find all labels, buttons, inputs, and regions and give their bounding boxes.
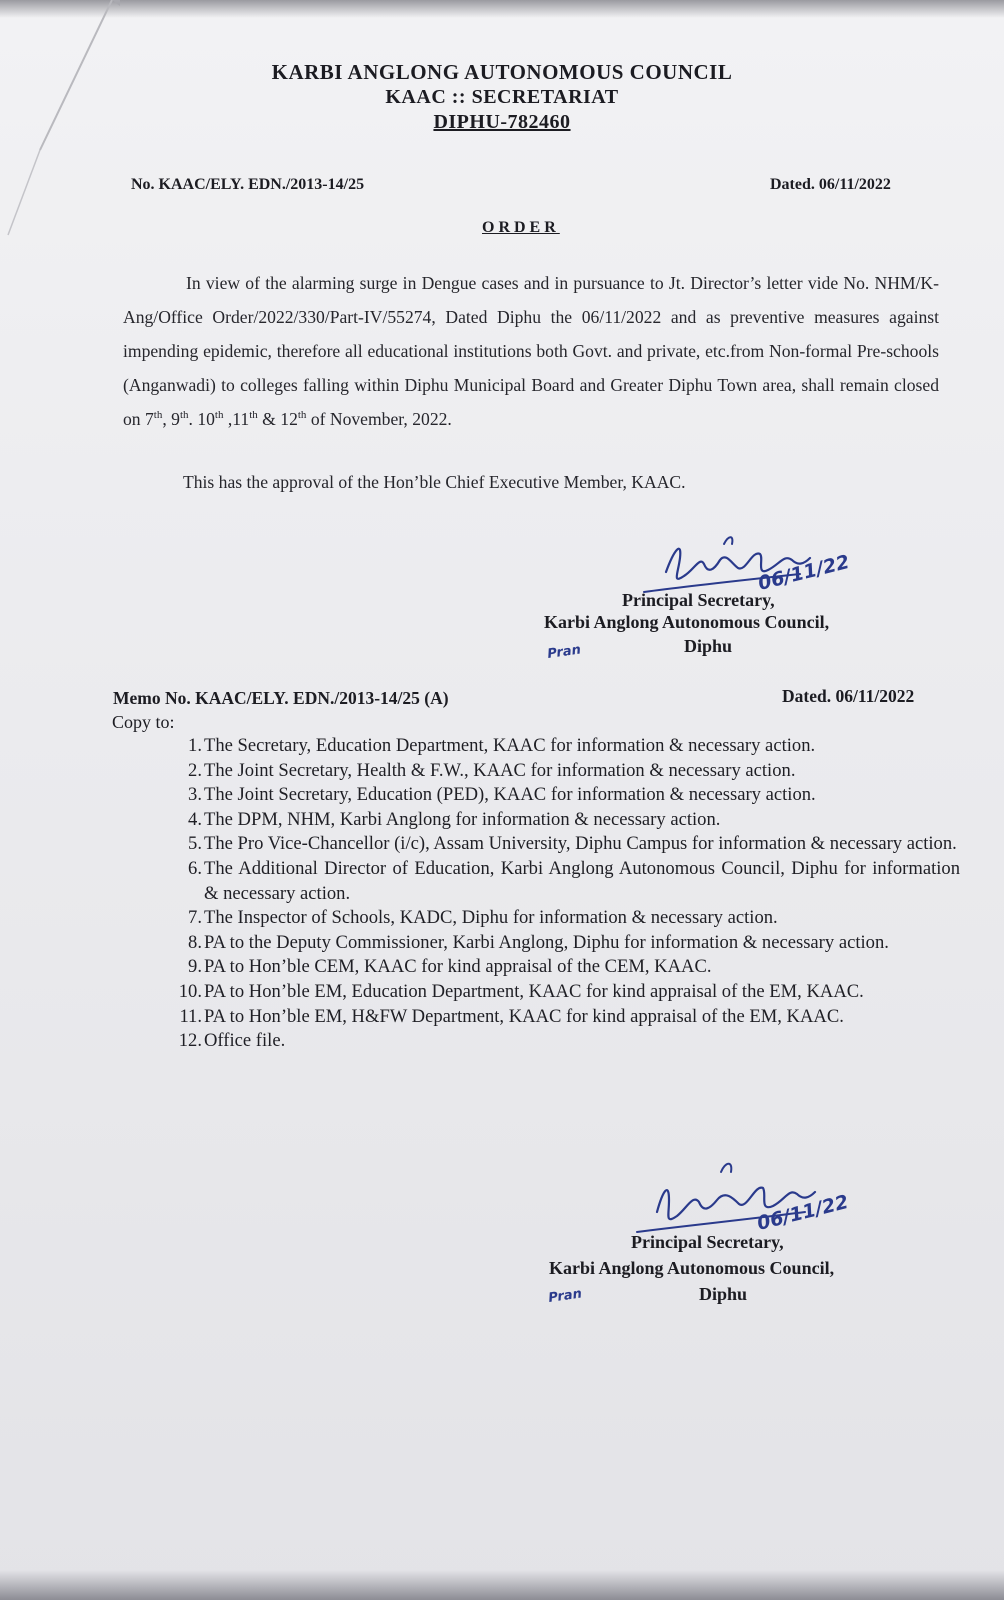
list-item (112, 759, 972, 784)
signatory-organization: Karbi Anglong Autonomous Council, (549, 1258, 835, 1278)
list-number: 8. (188, 931, 202, 953)
list-number: 5. (188, 833, 202, 855)
list-number: 4. (188, 808, 202, 830)
list-number: 3. (188, 784, 202, 806)
ordinal-suffix: th (153, 409, 163, 422)
signature-block-memo (547, 1160, 913, 1310)
date-12: 12 (280, 409, 298, 429)
order-heading: ORDER (482, 219, 560, 236)
list-text: The Secretary, Education Department, KAAC for information & necessary action. (204, 735, 816, 756)
copy-to-label: Copy to: (112, 712, 175, 732)
list-text: PA to Hon’ble EM, H&FW Department, KAAC for kind appraisal of the EM, KAAC. (204, 1005, 844, 1027)
ordinal-suffix: th (297, 409, 307, 422)
separator: & (257, 409, 281, 429)
list-number: 11. (179, 1005, 202, 1027)
list-text: The Joint Secretary, Health & F.W., KAAC for information & necessary action. (204, 759, 796, 781)
signatory-place: Diphu (699, 1284, 748, 1304)
order-date: Dated. 06/11/2022 (770, 176, 891, 193)
memo-date: Dated. 06/11/2022 (782, 686, 915, 706)
separator: . (188, 409, 198, 429)
signature-block-order (544, 530, 908, 670)
list-number: 2. (188, 759, 202, 781)
list-text: Office file. (204, 1030, 286, 1052)
list-text: The Pro Vice-Chancellor (i/c), Assam University, Diphu Campus for information & necessary action. (204, 833, 957, 855)
list-text: The Joint Secretary, Education (PED), KAAC for information & necessary action. (204, 784, 816, 806)
signatory-place: Diphu (684, 636, 733, 656)
signatory-organization: Karbi Anglong Autonomous Council, (544, 612, 830, 632)
initials: Pran (547, 1286, 583, 1306)
signatory-title: Principal Secretary, (631, 1232, 784, 1252)
list-item (112, 783, 972, 808)
order-reference-number: No. KAAC/ELY. EDN./2013-14/25 (131, 176, 365, 193)
list-number: 6. (188, 857, 202, 879)
separator: , (162, 409, 172, 429)
letterhead-place: DIPHU-782460 (433, 111, 571, 133)
initials: Pran (546, 642, 582, 662)
approval-note: This has the approval of the Hon’ble Chief Executive Member, KAAC. (183, 472, 686, 492)
list-text: PA to the Deputy Commissioner, Karbi Anglong, Diphu for information & necessary action. (204, 931, 889, 953)
list-number: 9. (188, 956, 202, 978)
date-11: 11 (232, 409, 250, 429)
list-item (112, 906, 972, 931)
list-text: The Additional Director of Education, Karbi Anglong Autonomous Council, Diphu for information & necessary action. (204, 857, 960, 904)
list-item (112, 808, 972, 833)
list-text: The Inspector of Schools, KADC, Diphu for information & necessary action. (204, 907, 778, 929)
letterhead-office: KAAC :: SECRETARIAT (385, 86, 619, 108)
ordinal-suffix: th (214, 409, 224, 422)
list-number: 7. (188, 907, 202, 929)
list-item (112, 832, 972, 857)
list-text: The DPM, NHM, Karbi Anglong for information & necessary action. (204, 808, 721, 830)
order-body-end: of November, 2022. (306, 409, 452, 429)
list-item (112, 931, 972, 956)
list-number: 12. (178, 1030, 202, 1052)
date-7: 7 (145, 409, 154, 429)
order-body-paragraph (123, 266, 939, 436)
bottom-shadow (0, 1570, 1004, 1600)
date-9: 9 (171, 409, 180, 429)
list-item (112, 955, 972, 980)
list-number: 10. (178, 980, 202, 1002)
ordinal-suffix: th (249, 409, 258, 422)
recipient-list (112, 734, 972, 1054)
list-item (112, 1029, 972, 1054)
list-item (112, 857, 972, 906)
top-shadow (0, 0, 1004, 18)
memo-number: Memo No. KAAC/ELY. EDN./2013-14/25 (A) (113, 688, 449, 708)
list-text: PA to Hon’ble CEM, KAAC for kind appraisal of the CEM, KAAC. (204, 956, 712, 978)
list-item (112, 980, 972, 1005)
list-number: 1. (188, 735, 202, 756)
signatory-title: Principal Secretary, (622, 590, 775, 610)
list-text: PA to Hon’ble EM, Education Department, KAAC for kind appraisal of the EM, KAAC. (204, 980, 864, 1002)
separator: , (223, 409, 233, 429)
ordinal-suffix: th (179, 409, 189, 422)
letterhead-organization: KARBI ANGLONG AUTONOMOUS COUNCIL (271, 60, 733, 84)
list-item (112, 1005, 972, 1030)
signature-date: 06/11/22 (755, 550, 852, 595)
date-10: 10 (197, 409, 215, 429)
order-body-text: In view of the alarming surge in Dengue cases and in pursuance to Jt. Director’s letter vide No. NHM/K-Ang/Office Order/2022/330/Part-IV/55274, Dated Diphu the 06/11/2022 and as preventive measures against impending epidemic, therefore all educational institutions both Govt. and private, etc.from Non-formal Pre-schools (Anganwadi) to colleges falling within Diphu Municipal Board and Greater Diphu Town area, shall remain closed on (123, 273, 939, 429)
list-item (112, 734, 972, 759)
signature-date: 06/11/22 (754, 1190, 851, 1235)
